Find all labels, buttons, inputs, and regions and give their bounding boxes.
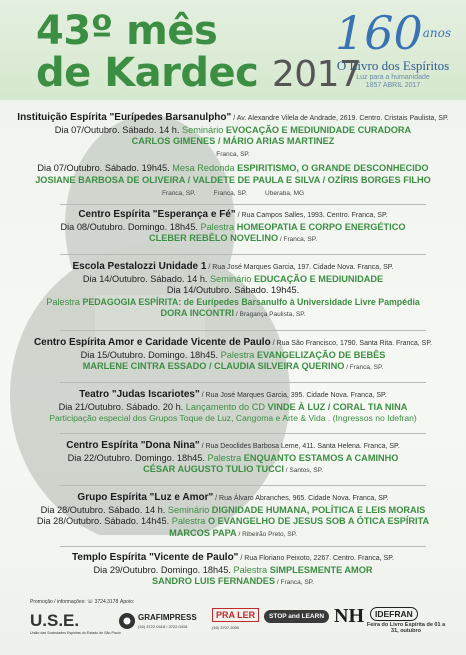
event-7: Grupo Espírita "Luz e Amor" / Rua Álvaro Abranches, 965. Cidade Nova. Franca, SP. Dia 28/Outubro. Sábado. 14 h. Seminário DIGNIDADE HUMANA, POLÍTICA E LEIS MORAIS Dia 28/Outubro. Sábado. 14h45. Palestra O EVANGELHO DE JESUS SOB A ÓTICA ESPÍRITA MARCOS PAPA / Ribeirão Preto, SP.: [36, 492, 430, 538]
nh-logo: NH: [334, 605, 364, 627]
pra-ler-logo: PRA LER: [212, 608, 259, 622]
idefran-logo: IDEFRAN: [370, 607, 418, 621]
logo-years: 1857 ABRIL 2017: [365, 82, 421, 89]
event-1-institution: Instituição Espírita "Eurípedes Barsanulpho": [17, 112, 232, 123]
event-4: Centro Espírita Amor e Caridade Vicente de Paulo / Rua São Francisco, 1790. Santa Rita. Franca, SP. Dia 15/Outubro. Domingo. 18h45. Palestra EVANGELIZAÇÃO DE BEBÊS MARLENE CINTRA ESSADO / CLAUDIA SILVEIRA QUERINO / Franca, SP.: [33, 337, 433, 372]
event-1-speakers: CARLOS GIMENES / MÁRIO ARIAS MARTINEZ: [131, 136, 335, 147]
divider: [60, 382, 426, 383]
event-6: Centro Espírita "Dona Nina" / Rua Deoclides Barbosa Leme, 411. Santa Helena. Franca, SP. Dia 22/Outubro. Domingo. 18h45. Palestra ENQUANTO ESTAMOS A CAMINHO CÉSAR AUGUSTO TULIO TUCCI / Santos, SP.: [66, 440, 400, 475]
divider: [60, 254, 426, 255]
divider: [60, 546, 426, 547]
grafimpress-icon: [118, 612, 136, 630]
stop-and-learn-logo: STOP and LEARN: [264, 610, 329, 623]
use-logo: U.S.E.: [30, 611, 80, 630]
footer-apoio: Apoio:: [120, 599, 135, 605]
page-title-line2: [36, 51, 361, 97]
event-2: Centro Espírita "Esperança e Fé" / Rua Campos Salles, 1993. Centro. Franca, SP. Dia 08/Outubro. Domingo. 18h45. Palestra HOMEOPATIA E CORPO ENERGÉTICO CLEBER REBÊLO NOVELINO / Franca, SP.: [60, 209, 406, 244]
footer-sponsors: Promoção / informações: ☏ 3724.3178 Apoio: U.S.E. União das Sociedades Espíritas do Estado de São Paulo GRAFIMPRESS (16) 3722.0418 / 3722.0418 PRA LER (16) 3707.2000 STOP and LEARN NH IDEFRAN Feira do Livro Espírita de 01 a 31, outubro: [30, 599, 446, 635]
footer-promo: Promoção / informações: ☏ 3724.3178: [30, 599, 119, 605]
logo-name: O Livro dos Espíritos: [336, 58, 450, 73]
livro-espiritos-logo: [328, 6, 458, 94]
logo-tagline: Luz para a humanidade: [356, 74, 430, 81]
page-title-line1: 43º mês: [36, 8, 218, 54]
event-1-address: / Av. Alexandre Vilela de Andrade, 2619. Centro. Cristais Paulista, SP.: [231, 115, 449, 122]
divider: [60, 330, 426, 331]
title-year: 2017: [271, 54, 362, 95]
event-5: Teatro "Judas Iscariotes" / Rua José Marques Garcia, 395. Cidade Nova. Franca, SP. Dia 21/Outubro. Sábado. 20 h. Lançamento do CD VINDE À LUZ / CORAL TIA NINA Participação especial dos Grupos Toque de Luz, Cangoma e Arte & Vida . (Ingressos no Idefran): [49, 389, 417, 424]
title-kardec: de Kardec: [36, 50, 259, 96]
event-1-panel-speakers: JOSIANE BARBOSA DE OLIVEIRA / VALDETE DE PAULA E SILVA / OZÍRIS BORGES FILHO: [35, 174, 431, 185]
divider: [60, 485, 426, 486]
logo-number: $160^{anos}$: [334, 6, 452, 60]
divider: [60, 433, 426, 434]
divider: [60, 204, 426, 205]
event-1: Instituição Espírita "Eurípedes Barsanulpho" / Av. Alexandre Vilela de Andrade, 2619. Centro. Cristais Paulista, SP. Dia 07/Outubro. Sábado. 14 h. Seminário EVOCAÇÃO E MEDIUNIDADE CURADORA CARLOS GIMENES / MÁRIO ARIAS MARTINEZ Franca, SP. Dia 07/Outubro. Sábado. 19h45. Mesa Redonda ESPIRITISMO, O GRANDE DESCONHECIDO JOSIANE BARBOSA DE OLIVEIRA / VALDETE DE PAULA E SILVA / OZÍRIS BORGES FILHO Franca, SP. Franca, SP. Uberaba, MG: [17, 112, 449, 197]
event-3: Escola Pestalozzi Unidade 1 / Rua José Marques Garcia, 197. Cidade Nova. Franca, SP. Dia 14/Outubro. Sábado. 14 h. Seminário EDUCAÇÃO E MEDIUNIDADE Dia 14/Outubro. Sábado. 19h45. Palestra PEDAGOGIA ESPÍRITA: de Eurípedes Barsanulfo à Universidade Livre Pampédia DORA INCONTRI / Bragança Paulista, SP.: [46, 261, 420, 319]
event-8: Templo Espírita "Vicente de Paulo" / Rua Floriano Peixoto, 2267. Centro. Franca, SP. Dia 29/Outubro. Domingo. 18h45. Palestra SIMPLESMENTE AMOR SANDRO LUIS FERNANDES / Franca, SP.: [72, 552, 394, 587]
